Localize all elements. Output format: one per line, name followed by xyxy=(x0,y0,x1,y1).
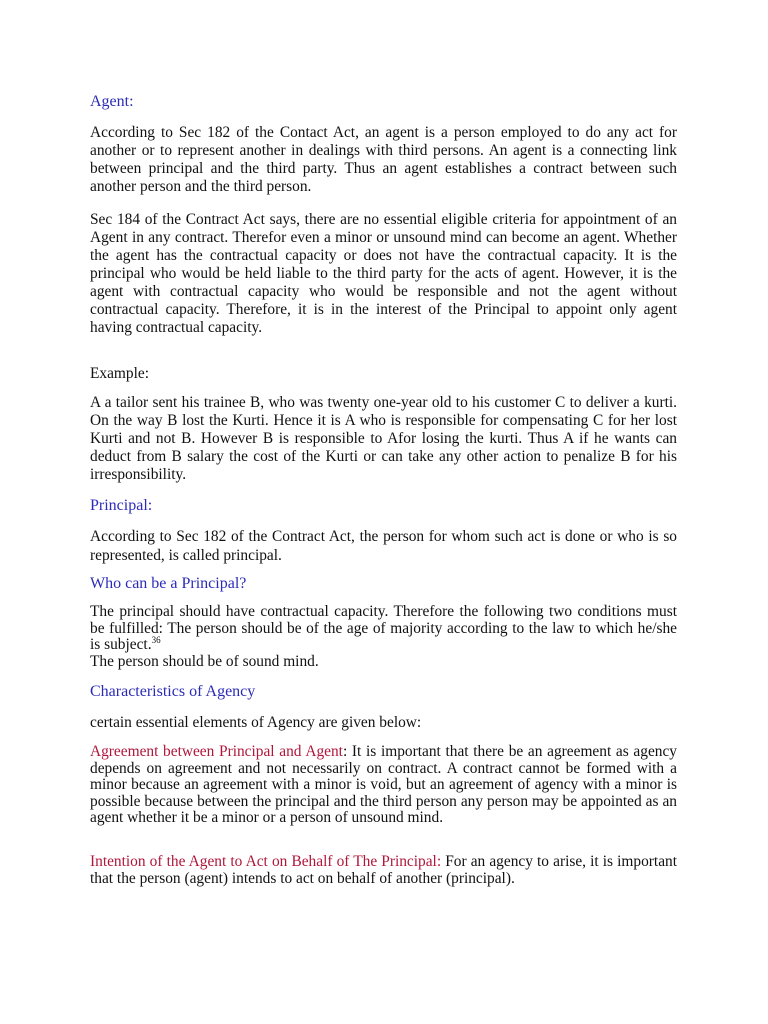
agent-paragraph-1: According to Sec 182 of the Contact Act, an agent is a person employed to do any act for another or to represent another in dealings with third persons. An agent is a connecting link between principal and the third party. Thus an agent establishes a contract between such another person and the third person. xyxy=(90,124,677,195)
characteristics-heading: Characteristics of Agency xyxy=(90,683,256,700)
example-paragraph: A a tailor sent his trainee B, who was twenty one-year old to his customer C to deliver a kurti. On the way B lost the Kurti. Hence it is A who is responsible for compensating C for her lost Kurti and not B. However B is responsible to Afor losing the kurti. Thus A if he wants can deduct from B salary the cost of the Kurti or can take any other action to penalize B for his irresponsibility. xyxy=(90,394,677,483)
who-principal-text: The principal should have contractual capacity. Therefore the following two conditions must be fulfilled: The person should be of the age of majority according to the law to which he/she is subject. xyxy=(90,603,677,654)
agreement-text: : It is important that there be an agreement as agency depends on agreement and not necessarily on contract. A contract cannot be formed with a minor because an agreement with a minor is void, but an agreement of agency with a minor is possible because between the principal and the third person any person may be appointed as an agent whether it be a minor or a person of unsound mind. xyxy=(90,743,677,827)
principal-paragraph: According to Sec 182 of the Contract Act, the person for whom such act is done or who is so represented, is called principal. xyxy=(90,528,677,564)
principal-heading: Principal: xyxy=(90,497,153,514)
who-principal-paragraph xyxy=(90,604,677,670)
sound-mind-line: The person should be of sound mind. xyxy=(90,652,319,670)
who-principal-heading: Who can be a Principal? xyxy=(90,575,247,592)
characteristics-intro: certain essential elements of Agency are given below: xyxy=(90,714,422,731)
footnote-marker: 36 xyxy=(151,635,161,646)
intention-title: Intention of the Agent to Act on Behalf of The Principal: xyxy=(90,853,442,870)
agreement-paragraph xyxy=(90,744,677,827)
intention-text: For an agency to arise, it is important that the person (agent) intends to act on behalf of another (principal). xyxy=(90,853,677,887)
agreement-title: Agreement between Principal and Agent xyxy=(90,743,343,760)
intention-paragraph xyxy=(90,854,677,887)
example-heading: Example: xyxy=(90,365,149,382)
agent-heading: Agent: xyxy=(90,93,134,110)
agent-paragraph-2: Sec 184 of the Contract Act says, there are no essential eligible criteria for appointment of an Agent in any contract. Therefor even a minor or unsound mind can become an agent. Whether the agent has the contractual capacity or does not have the contractual capacity. It is the principal who would be held liable to the third party for the acts of agent. However, it is the agent with contractual capacity who would be responsible and not the agent without contractual capacity. Therefore, it is in the interest of the Principal to appoint only agent having contractual capacity. xyxy=(90,211,677,336)
